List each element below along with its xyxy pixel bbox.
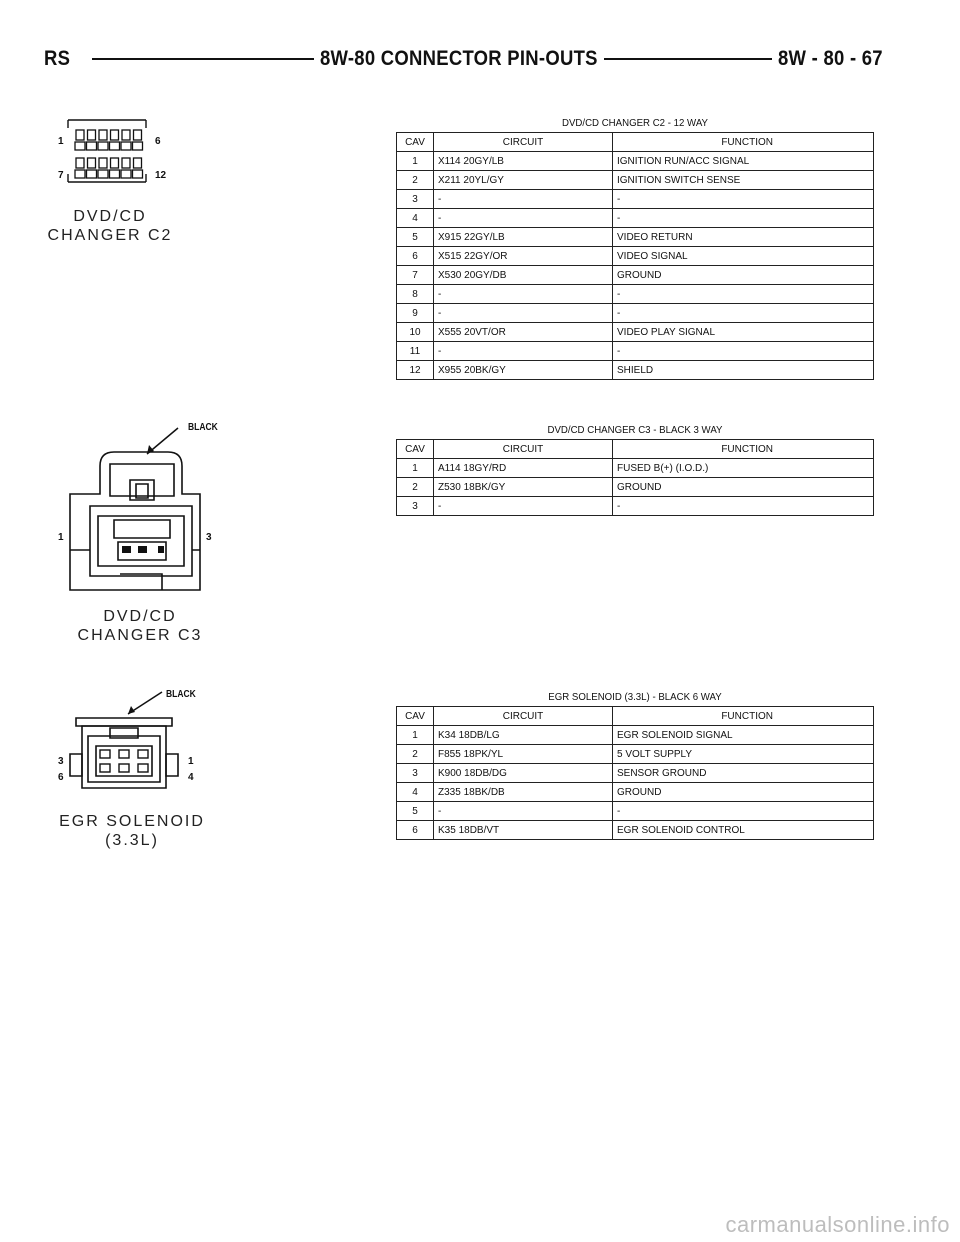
circuit-cell: X555 20VT/OR (434, 323, 613, 342)
cav-cell: 7 (397, 266, 434, 285)
col-cav-header: CAV (397, 440, 434, 459)
cav-cell: 2 (397, 478, 434, 497)
cav-cell: 1 (397, 152, 434, 171)
col-cav-header: CAV (397, 707, 434, 726)
function-cell: - (613, 190, 874, 209)
function-cell: IGNITION SWITCH SENSE (613, 171, 874, 190)
egr-pin-label-1: 1 (188, 756, 194, 767)
table-row (397, 152, 874, 171)
circuit-cell: - (434, 304, 613, 323)
function-cell: - (613, 497, 874, 516)
cav-cell: 6 (397, 821, 434, 840)
function-cell: VIDEO SIGNAL (613, 247, 874, 266)
cav-cell: 10 (397, 323, 434, 342)
function-cell: IGNITION RUN/ACC SIGNAL (613, 152, 874, 171)
c3-color-label: BLACK (188, 422, 218, 433)
c2-pin-label-6: 6 (155, 136, 161, 147)
c2-table-title: DVD/CD CHANGER C2 - 12 WAY (561, 117, 708, 129)
circuit-cell: Z335 18BK/DB (434, 783, 613, 802)
cav-cell: 3 (397, 497, 434, 516)
function-cell: - (613, 304, 874, 323)
c3-label-line2: CHANGER C3 (77, 627, 203, 644)
function-cell: FUSED B(+) (I.O.D.) (613, 459, 874, 478)
egr-pin-label-3: 3 (58, 756, 64, 767)
circuit-cell: K900 18DB/DG (434, 764, 613, 783)
col-cav-header: CAV (397, 133, 434, 152)
cav-cell: 8 (397, 285, 434, 304)
circuit-cell: - (434, 209, 613, 228)
egr-pin-label-4: 4 (188, 772, 194, 783)
c2-pin-label-7: 7 (58, 170, 64, 181)
table-row (397, 342, 874, 361)
c3-pinout-table (396, 439, 874, 516)
header-page-number: 8W - 80 - 67 (778, 47, 883, 70)
function-cell: SENSOR GROUND (613, 764, 874, 783)
circuit-cell: - (434, 190, 613, 209)
circuit-cell: X955 20BK/GY (434, 361, 613, 380)
table-row (397, 745, 874, 764)
table-row (397, 459, 874, 478)
cav-cell: 2 (397, 745, 434, 764)
function-cell: - (613, 342, 874, 361)
table-row (397, 821, 874, 840)
c3-label-line1: DVD/CD (103, 608, 177, 625)
header-title: 8W-80 CONNECTOR PIN-OUTS (320, 47, 598, 70)
egr-table-title: EGR SOLENOID (3.3L) - BLACK 6 WAY (548, 691, 722, 703)
cav-cell: 5 (397, 228, 434, 247)
page-header (44, 46, 883, 72)
c2-label-line2: CHANGER C2 (47, 227, 173, 244)
table-row (397, 726, 874, 745)
table-row (397, 209, 874, 228)
connector-c2-drawing (60, 112, 170, 197)
c2-pinout-table (396, 132, 874, 380)
cav-cell: 5 (397, 802, 434, 821)
cav-cell: 2 (397, 171, 434, 190)
function-cell: GROUND (613, 783, 874, 802)
function-cell: EGR SOLENOID CONTROL (613, 821, 874, 840)
cav-cell: 3 (397, 190, 434, 209)
function-cell: - (613, 802, 874, 821)
table-row (397, 228, 874, 247)
c3-table-title: DVD/CD CHANGER C3 - BLACK 3 WAY (547, 424, 723, 436)
function-cell: GROUND (613, 478, 874, 497)
table-row (397, 802, 874, 821)
col-circuit-header: CIRCUIT (434, 707, 613, 726)
table-header-row (397, 707, 874, 726)
c3-pin-label-3: 3 (206, 532, 212, 543)
table-header-row (397, 133, 874, 152)
c3-connector-label (70, 607, 210, 645)
table-row (397, 323, 874, 342)
circuit-cell: Z530 18BK/GY (434, 478, 613, 497)
col-circuit-header: CIRCUIT (434, 133, 613, 152)
watermark: carmanualsonline.info (725, 1212, 950, 1237)
circuit-cell: X915 22GY/LB (434, 228, 613, 247)
function-cell: GROUND (613, 266, 874, 285)
table-row (397, 304, 874, 323)
circuit-cell: F855 18PK/YL (434, 745, 613, 764)
egr-color-label: BLACK (166, 689, 196, 700)
cav-cell: 11 (397, 342, 434, 361)
function-cell: 5 VOLT SUPPLY (613, 745, 874, 764)
egr-pin-label-6: 6 (58, 772, 64, 783)
circuit-cell: - (434, 285, 613, 304)
egr-pinout-table (396, 706, 874, 840)
table-row (397, 478, 874, 497)
table-row (397, 497, 874, 516)
function-cell: VIDEO RETURN (613, 228, 874, 247)
cav-cell: 4 (397, 783, 434, 802)
header-section-code: RS (44, 47, 71, 70)
table-row (397, 171, 874, 190)
function-cell: - (613, 209, 874, 228)
col-function-header: FUNCTION (613, 707, 874, 726)
c2-label-line1: DVD/CD (73, 208, 147, 225)
egr-connector-label (52, 812, 212, 850)
table-row (397, 247, 874, 266)
c2-pin-label-1: 1 (58, 136, 64, 147)
col-circuit-header: CIRCUIT (434, 440, 613, 459)
col-function-header: FUNCTION (613, 133, 874, 152)
circuit-cell: - (434, 497, 613, 516)
c2-connector-label (40, 207, 180, 245)
function-cell: VIDEO PLAY SIGNAL (613, 323, 874, 342)
cav-cell: 9 (397, 304, 434, 323)
cav-cell: 4 (397, 209, 434, 228)
circuit-cell: K34 18DB/LG (434, 726, 613, 745)
table-row (397, 764, 874, 783)
circuit-cell: X515 22GY/OR (434, 247, 613, 266)
table-row (397, 266, 874, 285)
col-function-header: FUNCTION (613, 440, 874, 459)
cav-cell: 6 (397, 247, 434, 266)
function-cell: EGR SOLENOID SIGNAL (613, 726, 874, 745)
cav-cell: 12 (397, 361, 434, 380)
circuit-cell: A114 18GY/RD (434, 459, 613, 478)
circuit-cell: X530 20GY/DB (434, 266, 613, 285)
c2-pin-label-12: 12 (155, 170, 167, 181)
connector-egr-drawing (66, 688, 196, 808)
connector-c3-drawing (62, 420, 222, 600)
circuit-cell: X114 20GY/LB (434, 152, 613, 171)
circuit-cell: - (434, 802, 613, 821)
cav-cell: 1 (397, 459, 434, 478)
c3-pin-label-1: 1 (58, 532, 64, 543)
circuit-cell: - (434, 342, 613, 361)
circuit-cell: K35 18DB/VT (434, 821, 613, 840)
header-rule-left (92, 58, 314, 60)
function-cell: SHIELD (613, 361, 874, 380)
cav-cell: 3 (397, 764, 434, 783)
table-row (397, 285, 874, 304)
egr-label-line2: (3.3L) (105, 832, 159, 849)
table-row (397, 361, 874, 380)
table-row (397, 783, 874, 802)
egr-label-line1: EGR SOLENOID (59, 813, 205, 830)
table-row (397, 190, 874, 209)
function-cell: - (613, 285, 874, 304)
cav-cell: 1 (397, 726, 434, 745)
table-header-row (397, 440, 874, 459)
circuit-cell: X211 20YL/GY (434, 171, 613, 190)
header-rule-right (604, 58, 772, 60)
